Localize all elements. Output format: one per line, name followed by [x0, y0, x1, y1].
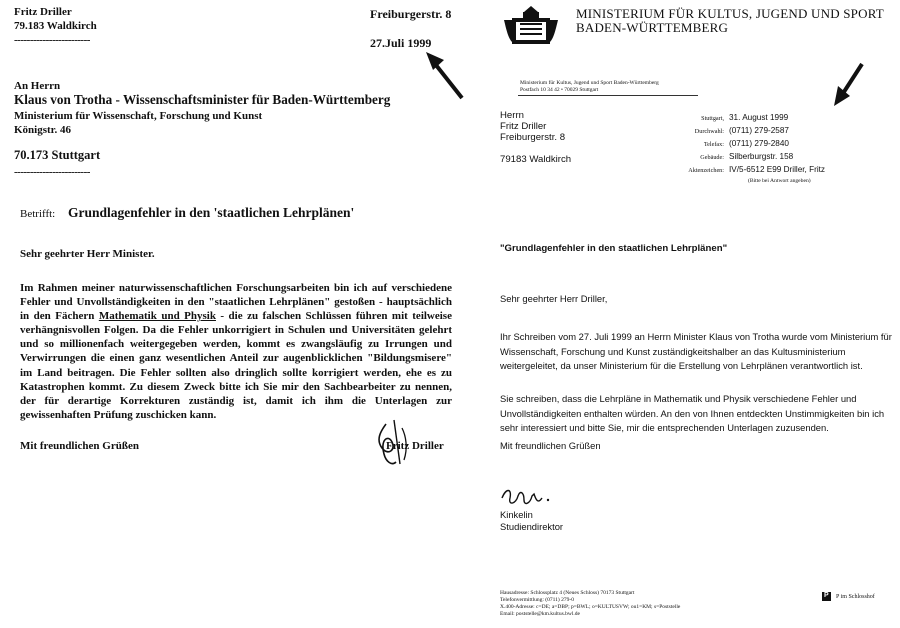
- recipient-line2: Fritz Driller: [500, 121, 547, 132]
- recipient-rule: ------------------------: [14, 166, 90, 178]
- sender-name: Fritz Driller: [14, 6, 72, 18]
- aktenzeichen-label: Aktenzeichen:: [688, 167, 724, 174]
- recipient-name: Klaus von Trotha - Wissenschaftsminister für Baden-Württemberg: [14, 92, 391, 107]
- letter-date: 27.Juli 1999: [370, 36, 432, 50]
- letter-date-right: 31. August 1999: [729, 113, 789, 122]
- telefax-label: Telefax:: [703, 141, 724, 148]
- right-letter: [480, 0, 900, 628]
- footer-line1: Hausadresse: Schlossplatz 4 (Neues Schloss) 70173 Stuttgart: [500, 590, 635, 596]
- place-label: Stuttgart,: [701, 115, 724, 122]
- letterhead-line2: BADEN-WÜRTTEMBERG: [576, 20, 729, 35]
- return-address-divider: [518, 95, 698, 96]
- recipient-city: 70.173 Stuttgart: [14, 148, 101, 162]
- subject-label: Betrifft:: [20, 208, 56, 220]
- subject: Grundlagenfehler in den 'staatlichen Lehrplänen': [68, 205, 355, 220]
- gebaeude-value: Silberburgstr. 158: [729, 152, 794, 161]
- gebaeude-label: Gebäude:: [700, 154, 724, 161]
- recipient-street: Königstr. 46: [14, 124, 72, 136]
- aktenzeichen-value: IV/5-6512 E99 Driller, Fritz: [729, 165, 826, 174]
- subject-right: "Grundlagenfehler in den staatlichen Lehrplänen": [500, 243, 728, 254]
- sender-rule: ------------------------: [14, 34, 90, 46]
- arrow-icon: [832, 60, 866, 108]
- footer-line2: Telefonvermittlung: (0711) 279-0: [500, 597, 574, 603]
- coat-of-arms-icon: [502, 4, 560, 46]
- recipient-line1: Herrn: [500, 110, 524, 121]
- recipient-line3: Freiburgerstr. 8: [500, 132, 566, 143]
- parking-sign-icon: P: [822, 592, 831, 601]
- signer-name: Kinkelin: [500, 509, 533, 520]
- signature-scrawl: [498, 484, 558, 510]
- footer-right-label: P im Schlosshof: [836, 594, 875, 600]
- greeting: Sehr geehrter Herr Minister.: [20, 248, 155, 260]
- durchwahl-value: (0711) 279-2587: [729, 126, 789, 135]
- greeting-right: Sehr geehrter Herr Driller,: [500, 293, 608, 304]
- aktenzeichen-note: (Bitte bei Antwort angeben): [748, 178, 811, 184]
- arrow-icon: [424, 50, 466, 102]
- closing-right: Mit freundlichen Grüßen: [500, 440, 601, 451]
- sender-street: Freiburgerstr. 8: [370, 7, 452, 21]
- recipient-ministry: Ministerium für Wissenschaft, Forschung und Kunst: [14, 110, 263, 122]
- return-address-line1: Ministerium für Kultus, Jugend und Sport Baden-Württemberg: [520, 80, 659, 86]
- letterhead-line1: MINISTERIUM FÜR KULTUS, JUGEND UND SPORT: [576, 6, 884, 21]
- closing: Mit freundlichen Grüßen: [20, 440, 139, 452]
- recipient-line4: 79183 Waldkirch: [500, 154, 572, 165]
- sender-city: 79.183 Waldkirch: [14, 20, 97, 32]
- return-address-line2: Postfach 10 34 42 • 70029 Stuttgart: [520, 87, 599, 93]
- signature-name: Fritz Driller: [386, 440, 444, 452]
- telefax-value: (0711) 279-2840: [729, 139, 789, 148]
- signer-title: Studiendirektor: [500, 521, 564, 532]
- paragraph-2: Sie schreiben, dass die Lehrpläne in Mathematik und Physik verschiedene Fehler und Unvollständigkeiten enthalten würden. An den von Ihnen entdeckten Unstimmigkeiten bin ich sehr interessiert und bitte Sie, mir die entsprechenden Unterlagen zuzusenden.: [500, 393, 885, 433]
- recipient-salutation-line: An Herrn: [14, 80, 61, 92]
- footer-line3: X.400-Adresse: c=DE; a=DBP; p=BWL; o=KULTUSVW; ou1=KM; s=Poststelle: [500, 604, 681, 610]
- paragraph-1: Ihr Schreiben vom 27. Juli 1999 an Herrn Minister Klaus von Trotha wurde vom Ministerium für Wissenschaft, Forschung und Kunst zuständigkeitshalber an das Kultusministerium weitergeleitet, da unser Ministerium für die Erstellung von Lehrplänen verantwortlich ist.: [500, 331, 892, 371]
- durchwahl-label: Durchwahl:: [694, 128, 724, 135]
- footer-line4: Email: poststelle@km.kultus.bwl.de: [500, 611, 580, 617]
- letter-body: Im Rahmen meiner naturwissenschaftlichen Forschungsarbeiten bin ich auf verschiedene Fehler und Unvollständigkeiten in den "staatlichen Lehrplänen" gestoßen - hauptsächlich in den Fächern Mathematik und Physik - die zu falschen Schlüssen führen mit teilweise verhängnisvollen Folgen. Da die Fehler unkorrigiert in Schulen und Universitäten gelehrt und so millionenfach weitergegeben werden, kommt es zwangsläufig zu Irrungen und Verwirrungen die einen ganz wesentlichen Anteil zur augenblicklichen "Bildungsmisere" im Land beitragen. Die Fehler sollten also dringlich sollte korrigiert werden, ehe es zu Katastrophen kommt. Zu diesem Zweck bitte ich Sie mir den Sachbearbeiter zu nennen, der für derartige Korrekturen zuständig ist, damit ich ihm die Unterlagen zur gewissenhaften Prüfung zuschicken kann.: [20, 282, 452, 421]
